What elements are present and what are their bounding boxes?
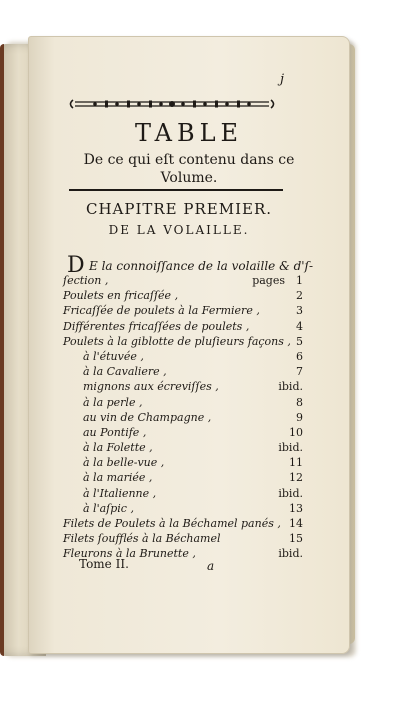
toc-entry-page: 7 xyxy=(296,365,303,379)
toc-entry-page: 4 xyxy=(296,319,303,333)
toc-entry-text: à la mariée , xyxy=(83,471,153,485)
toc-entry xyxy=(63,470,303,485)
toc-entry-text: Filets ſoufflés à la Béchamel xyxy=(63,532,221,546)
toc-entry-text: au Pontife , xyxy=(83,425,147,439)
toc-pages-label: pages xyxy=(252,274,285,287)
toc-entry-page: ibid. xyxy=(278,441,303,455)
subtitle-line-1: De ce qui eſt contenu dans ce xyxy=(83,152,295,168)
ornament-band-icon xyxy=(67,97,277,111)
drop-cap: D xyxy=(67,253,85,278)
toc-entry-text: mignons aux écreviſſes , xyxy=(83,380,219,394)
page-subtitle xyxy=(29,151,349,187)
toc-entry-text: à l'Italienne , xyxy=(83,486,157,500)
toc-entry xyxy=(63,303,303,318)
toc-entry-page: 10 xyxy=(289,425,303,439)
toc-entry-text: Filets de Poulets à la Béchamel panés , xyxy=(63,517,281,530)
toc-entry xyxy=(63,364,303,379)
toc-entry xyxy=(63,273,303,288)
toc-entry xyxy=(63,288,303,303)
toc-entry xyxy=(63,425,303,440)
toc-entry-text: Fricaſſée de poulets à la Fermiere , xyxy=(63,304,260,318)
toc-entry xyxy=(63,531,303,546)
toc-entry-page: 9 xyxy=(296,410,303,424)
signature-mark: a xyxy=(207,559,215,573)
toc-entry-text: ſection , xyxy=(63,274,109,287)
toc-entry-page: 11 xyxy=(289,456,303,470)
page-title: TABLE xyxy=(134,119,244,147)
toc-entry-page: 12 xyxy=(289,471,303,485)
book-page xyxy=(28,36,350,654)
toc-entry xyxy=(63,486,303,501)
toc-entry-text: au vin de Champagne , xyxy=(83,410,212,424)
toc-entry-text: à l'aſpic , xyxy=(83,501,134,515)
toc-entry xyxy=(63,501,303,516)
chapter-heading: CHAPITRE PREMIER. xyxy=(85,200,273,218)
toc-entry-page: 3 xyxy=(296,304,303,318)
first-entry-line-1: E la connoiſſance de la volaille & d'ſ- xyxy=(89,259,314,273)
toc-entry-page: 5 xyxy=(296,334,303,348)
toc-entry-page: 8 xyxy=(296,395,303,409)
toc-entry xyxy=(63,455,303,470)
toc-entry xyxy=(63,319,303,334)
toc-entry-page: 15 xyxy=(289,532,303,546)
toc-entry-text: à la Folette , xyxy=(83,441,153,455)
subtitle-line-2: Volume. xyxy=(160,170,218,186)
toc-entry-text: à la belle-vue , xyxy=(83,456,165,470)
title-rule xyxy=(69,189,283,191)
toc-list xyxy=(63,273,303,562)
toc-entry-text: Poulets à la giblotte de pluſieurs façons , xyxy=(63,334,291,348)
cover-edge xyxy=(0,44,4,656)
toc-entry-page: 14 xyxy=(289,517,303,530)
chapter-subheading: DE LA VOLAILLE. xyxy=(108,223,250,237)
toc-entry-page: ibid. xyxy=(278,547,303,561)
toc-entry xyxy=(63,395,303,410)
toc-entry-page: 13 xyxy=(289,501,303,515)
catchword: Tome II. xyxy=(79,557,129,571)
toc-entry-text: à la perle , xyxy=(83,395,143,409)
toc-entry xyxy=(63,440,303,455)
toc-entry-page: ibid. xyxy=(278,380,303,394)
toc-entry xyxy=(63,334,303,349)
page-folio: j xyxy=(280,72,285,87)
toc-entry-page: 6 xyxy=(296,349,303,363)
toc-entry-text: Fleurons à la Brunette , xyxy=(63,547,196,561)
toc-entry xyxy=(63,516,303,531)
toc-entry xyxy=(63,379,303,394)
toc-entry-page: 2 xyxy=(296,289,303,303)
toc-entry-page: 1 xyxy=(296,274,303,287)
toc-entry-text: Différentes fricaſſées de poulets , xyxy=(63,319,250,333)
toc-entry xyxy=(63,349,303,364)
toc-entry-text: à l'étuvée , xyxy=(83,349,144,363)
toc-entry xyxy=(63,410,303,425)
toc-entry-text: Poulets en fricaſſée , xyxy=(63,289,179,303)
toc-entry-page: ibid. xyxy=(278,486,303,500)
toc-entry-text: à la Cavaliere , xyxy=(83,365,167,379)
